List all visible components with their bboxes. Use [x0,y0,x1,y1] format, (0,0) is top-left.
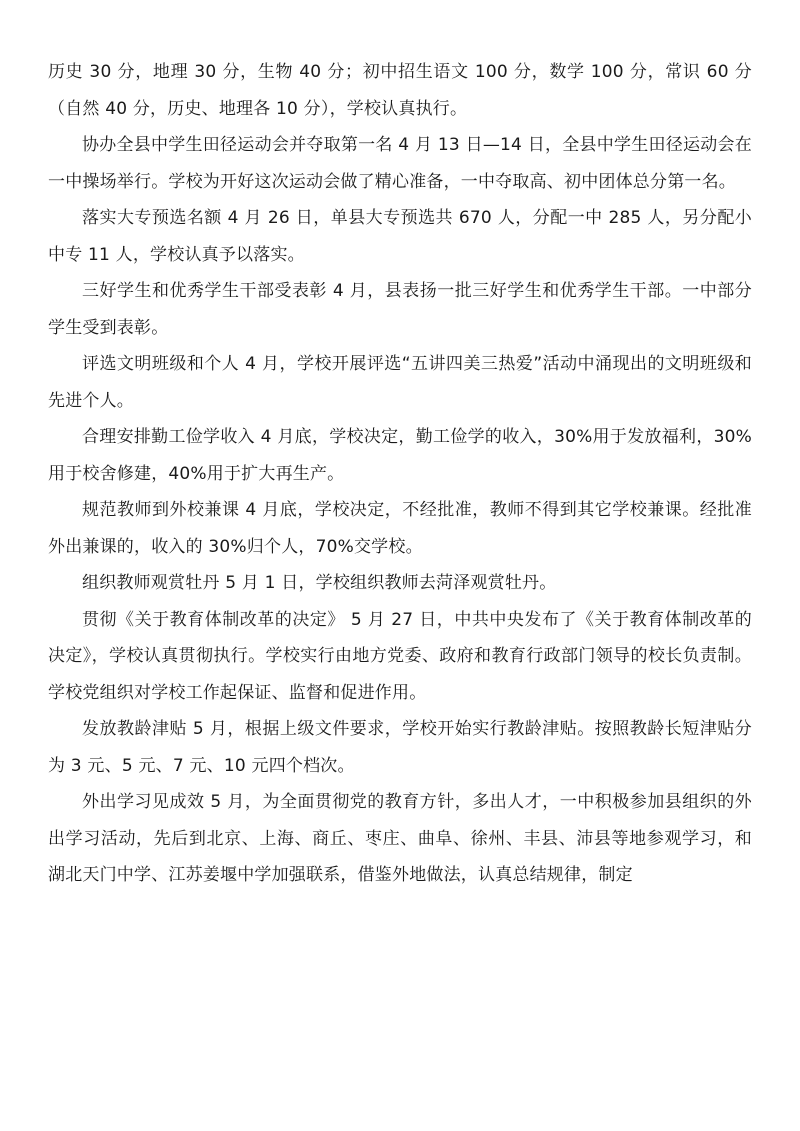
paragraph-7: 规范教师到外校兼课 4 月底，学校决定，不经批准，教师不得到其它学校兼课。经批准外出兼课的，收入的 30%归个人，70%交学校。 [48,500,752,557]
paragraph-10: 发放教龄津贴 5 月，根据上级文件要求，学校开始实行教龄津贴。按照教龄长短津贴分为 3 元、5 元、7 元、10 元四个档次。 [48,719,752,776]
paragraph-8: 组织教师观赏牡丹 5 月 1 日，学校组织教师去菏泽观赏牡丹。 [82,573,557,593]
paragraph-5: 评选文明班级和个人 4 月，学校开展评选“五讲四美三热爱”活动中涌现出的文明班级和先进个人。 [48,354,752,411]
paragraph-1: 历史 30 分，地理 30 分，生物 40 分；初中招生语文 100 分，数学 100 分，常识 60 分（自然 40 分，历史、地理各 10 分），学校认真执行。 [48,62,752,119]
paragraph-2: 协办全县中学生田径运动会并夺取第一名 4 月 13 日—14 日，全县中学生田径运动会在一中操场举行。学校为开好这次运动会做了精心准备，一中夺取高、初中团体总分第一名。 [48,135,752,192]
paragraph-11: 外出学习见成效 5 月，为全面贯彻党的教育方针，多出人才，一中积极参加县组织的外出学习活动，先后到北京、上海、商丘、枣庄、曲阜、徐州、丰县、沛县等地参观学习，和湖北天门中学、江苏姜堰中学加强联系，借鉴外地做法，认真总结规律，制定 [48,792,752,885]
document-page [48,54,752,894]
paragraph-6: 合理安排勤工俭学收入 4 月底，学校决定，勤工俭学的收入，30%用于发放福利，30%用于校舍修建，40%用于扩大再生产。 [48,427,752,484]
paragraph-9: 贯彻《关于教育体制改革的决定》 5 月 27 日，中共中央发布了《关于教育体制改革的决定》，学校认真贯彻执行。学校实行由地方党委、政府和教育行政部门领导的校长负责制。学校党组织对学校工作起保证、监督和促进作用。 [48,609,752,703]
paragraph-4: 三好学生和优秀学生干部受表彰 4 月，县表扬一批三好学生和优秀学生干部。一中部分学生受到表彰。 [48,281,752,338]
paragraph-3: 落实大专预选名额 4 月 26 日，单县大专预选共 670 人，分配一中 285 人，另分配小中专 11 人，学校认真予以落实。 [48,208,752,265]
